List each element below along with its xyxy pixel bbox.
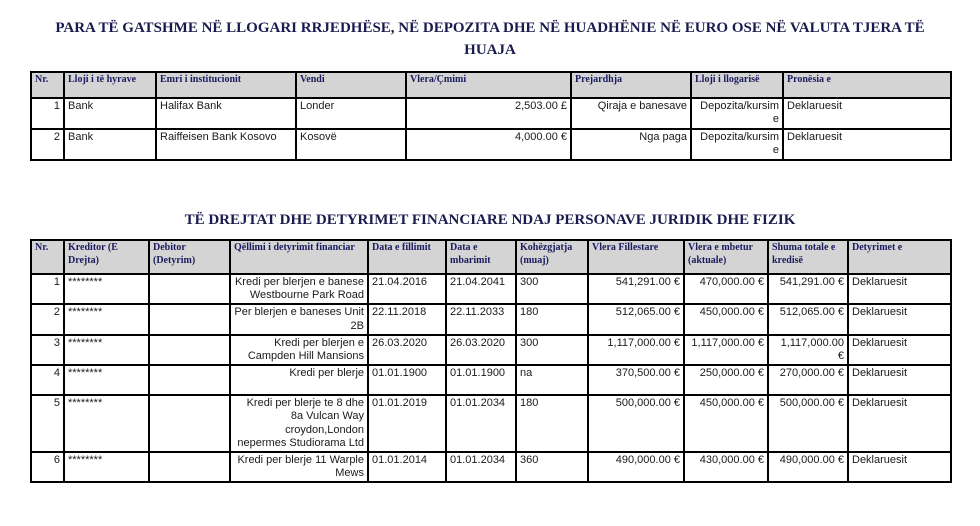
cell-purpose: Kredi per blerje te 8 dhe 8a Vulcan Way croydon,London nepermes Studiorama Ltd (230, 395, 368, 452)
cell-institution: Halifax Bank (156, 98, 296, 129)
cell-total-credit: 270,000.00 € (768, 365, 848, 395)
cell-duration: 360 (516, 452, 588, 482)
cell-duration: 300 (516, 274, 588, 304)
cell-initial-value: 1,117,000.00 € (588, 335, 684, 365)
header-initial-value: Vlera Fillestare (588, 240, 684, 274)
cell-creditor: ******** (64, 274, 149, 304)
cell-ownership: Deklaruesit (783, 98, 951, 129)
cell-nr: 1 (31, 98, 64, 129)
cell-start-date: 01.01.2014 (368, 452, 446, 482)
header-debtor: Debitor (Detyrim) (149, 240, 230, 274)
header-start-date: Data e fillimit (368, 240, 446, 274)
cell-obligations: Deklaruesit (848, 452, 951, 482)
cell-debtor (149, 452, 230, 482)
cash-accounts-table (30, 71, 952, 161)
header-duration: Kohëzgjatja (muaj) (516, 240, 588, 274)
cell-obligations: Deklaruesit (848, 274, 951, 304)
cell-nr: 6 (31, 452, 64, 482)
table-row (31, 98, 951, 129)
cell-debtor (149, 395, 230, 452)
cell-initial-value: 500,000.00 € (588, 395, 684, 452)
cell-duration: 300 (516, 335, 588, 365)
cell-purpose: Per blerjen e baneses Unit 2B (230, 304, 368, 334)
cell-initial-value: 512,065.00 € (588, 304, 684, 334)
table-row (31, 335, 951, 365)
table-row (31, 452, 951, 482)
cell-debtor (149, 335, 230, 365)
cell-obligations: Deklaruesit (848, 365, 951, 395)
table-row (31, 395, 951, 452)
cell-account-type: Depozita/kursime (691, 98, 783, 129)
cell-total-credit: 500,000.00 € (768, 395, 848, 452)
cell-debtor (149, 304, 230, 334)
cell-nr: 5 (31, 395, 64, 452)
cell-value: 2,503.00 £ (406, 98, 571, 129)
header-account-type: Lloji i llogarisë (691, 72, 783, 98)
cell-remaining-value: 470,000.00 € (684, 274, 768, 304)
header-value-price: Vlera/Çmimi (406, 72, 571, 98)
cell-obligations: Deklaruesit (848, 335, 951, 365)
cell-nr: 2 (31, 304, 64, 334)
cell-end-date: 01.01.2034 (446, 452, 516, 482)
header-remaining-value: Vlera e mbetur (aktuale) (684, 240, 768, 274)
cell-account-type: Depozita/kursime (691, 129, 783, 160)
cell-purpose: Kredi per blerjen e banese Westbourne Park Road (230, 274, 368, 304)
cell-origin: Qiraja e banesave (571, 98, 691, 129)
cell-total-credit: 1,117,000.00 € (768, 335, 848, 365)
cell-remaining-value: 250,000.00 € (684, 365, 768, 395)
header-nr: Nr. (31, 240, 64, 274)
table-row (31, 304, 951, 334)
cell-place: Kosovë (296, 129, 406, 160)
header-ownership: Pronësia e (783, 72, 951, 98)
cell-nr: 1 (31, 274, 64, 304)
table-row (31, 274, 951, 304)
cell-remaining-value: 1,117,000.00 € (684, 335, 768, 365)
cell-creditor: ******** (64, 335, 149, 365)
cell-nr: 2 (31, 129, 64, 160)
cell-total-credit: 512,065.00 € (768, 304, 848, 334)
cell-creditor: ******** (64, 304, 149, 334)
cell-remaining-value: 450,000.00 € (684, 395, 768, 452)
cell-duration: 180 (516, 395, 588, 452)
cell-institution: Raiffeisen Bank Kosovo (156, 129, 296, 160)
cell-start-date: 22.11.2018 (368, 304, 446, 334)
cell-initial-value: 541,291.00 € (588, 274, 684, 304)
cell-obligations: Deklaruesit (848, 395, 951, 452)
header-creditor: Kreditor (E Drejta) (64, 240, 149, 274)
cell-end-date: 21.04.2041 (446, 274, 516, 304)
cell-start-date: 01.01.1900 (368, 365, 446, 395)
cell-ownership: Deklaruesit (783, 129, 951, 160)
header-nr: Nr. (31, 72, 64, 98)
cell-start-date: 21.04.2016 (368, 274, 446, 304)
cell-total-credit: 490,000.00 € (768, 452, 848, 482)
cell-creditor: ******** (64, 365, 149, 395)
cell-creditor: ******** (64, 452, 149, 482)
section-title-liabilities: TË DREJTAT DHE DETYRIMET FINANCIARE NDAJ PERSONAVE JURIDIK DHE FIZIK (184, 211, 796, 228)
header-institution-name: Emri i institucionit (156, 72, 296, 98)
table-row (31, 365, 951, 395)
cell-income-type: Bank (64, 98, 156, 129)
cell-value: 4,000.00 € (406, 129, 571, 160)
cell-duration: na (516, 365, 588, 395)
cell-remaining-value: 450,000.00 € (684, 304, 768, 334)
cell-origin: Nga paga (571, 129, 691, 160)
table-header-row (31, 240, 951, 274)
header-origin: Prejardhja (571, 72, 691, 98)
cell-start-date: 01.01.2019 (368, 395, 446, 452)
cell-nr: 3 (31, 335, 64, 365)
cell-remaining-value: 430,000.00 € (684, 452, 768, 482)
section-title-cash: PARA TË GATSHME NË LLOGARI RRJEDHËSE, NË DEPOZITA DHE NË HUADHËNIE NË EURO OSE NË VALUTA TJERA TË HUAJA (55, 20, 925, 58)
cell-total-credit: 541,291.00 € (768, 274, 848, 304)
cell-place: Londer (296, 98, 406, 129)
cell-nr: 4 (31, 365, 64, 395)
cell-income-type: Bank (64, 129, 156, 160)
header-total-credit: Shuma totale e kredisë (768, 240, 848, 274)
table-row (31, 129, 951, 160)
table-header-row (31, 72, 951, 98)
cell-start-date: 26.03.2020 (368, 335, 446, 365)
cell-end-date: 01.01.2034 (446, 395, 516, 452)
cell-obligations: Deklaruesit (848, 304, 951, 334)
cell-debtor (149, 274, 230, 304)
header-end-date: Data e mbarimit (446, 240, 516, 274)
header-place: Vendi (296, 72, 406, 98)
cell-purpose: Kredi per blerje (230, 365, 368, 395)
cell-end-date: 22.11.2033 (446, 304, 516, 334)
header-purpose: Qëllimi i detyrimit financiar (230, 240, 368, 274)
cell-debtor (149, 365, 230, 395)
cell-purpose: Kredi per blerjen e Campden Hill Mansions (230, 335, 368, 365)
cell-creditor: ******** (64, 395, 149, 452)
cell-end-date: 01.01.1900 (446, 365, 516, 395)
cell-initial-value: 490,000.00 € (588, 452, 684, 482)
cell-end-date: 26.03.2020 (446, 335, 516, 365)
header-income-type: Lloji i të hyrave (64, 72, 156, 98)
cell-purpose: Kredi per blerje 11 Warple Mews (230, 452, 368, 482)
cell-duration: 180 (516, 304, 588, 334)
cell-initial-value: 370,500.00 € (588, 365, 684, 395)
header-obligations: Detyrimet e (848, 240, 951, 274)
financial-liabilities-table (30, 239, 952, 483)
